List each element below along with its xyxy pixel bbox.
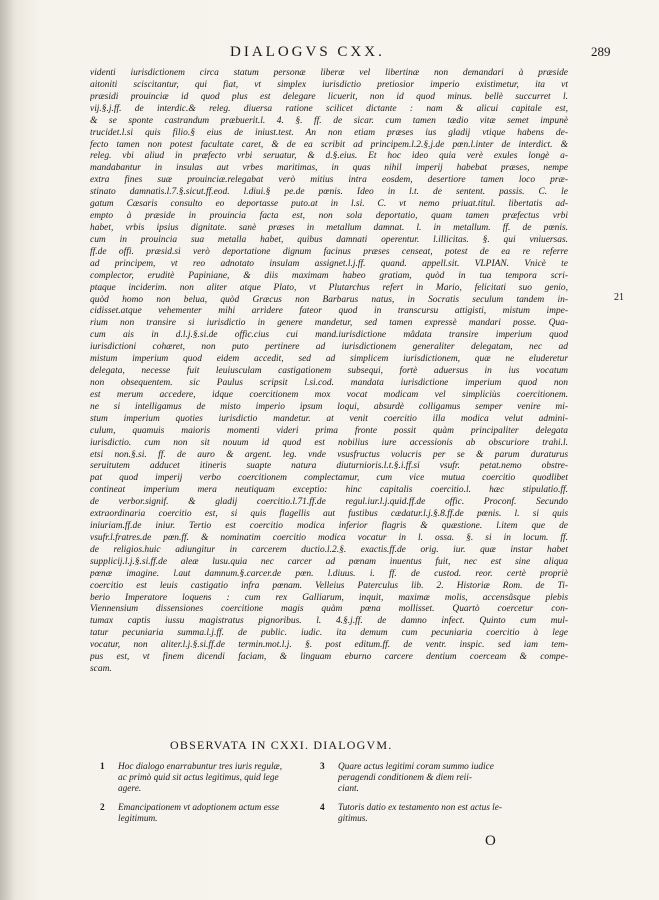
gutter-shadow: [0, 0, 14, 900]
running-head: DIALOGVS CXX.: [230, 44, 385, 60]
text-line: supplicij.l.j.§.si.ff.de aleæ lusu.quia nec carcer ad pœnam inuentus fuit, nec est sine aliqua: [90, 556, 568, 567]
text-line: Viennensium dissensiones coercitione magis quàm pœna mollisset. Quartò coercetur con-: [90, 604, 568, 615]
text-line: est merum accedere, idque coercitionem mox vocat modicam vel simpliciùs coercitionem.: [90, 389, 568, 400]
text-line: gatum Cæsaris consulto eo deportasse puto.at in l.si. C. vt nemo priuat.titul. libertatis ad-: [90, 199, 568, 210]
text-line: extraordinaria coercitio est, si quis flagellis aut fustibus cædatur.l.j.§.8.ff.de pœnis. l. si quis: [90, 509, 568, 520]
text-line: pat quod imperij verbo coercitionem complectamur, cum vice mutua coercitio quodlibet: [90, 473, 568, 484]
text-line: contineat imperium mera neutiquam exceptio: hinc capitalis coercitio.l. hæc stipulatio.ff.: [90, 485, 568, 496]
text-line: stum imperium quoties iurisdictio mandetur. at venit coercitio illa modica velut admini-: [90, 413, 568, 424]
text-line: ptaque inciderim. non aliter atque Plato, vt Plutarchus refert in Mario, felicitati suo genio,: [90, 282, 568, 293]
text-line: vij.§.j.ff. de interdic.& releg. diuersa ratione scilicet dictante : nam & alicui capitale est,: [90, 103, 568, 114]
text-line: ff.de offi. præsid.si verò deportatione dignum facinus præses censeat, potest de ea re referre: [90, 246, 568, 257]
text-line: mandabantur in insulas aut vrbes maritimas, in quas nihil imperij habebat præses, nempe: [90, 163, 568, 174]
margin-note: 21: [614, 292, 624, 303]
text-line: iurisdictio. cum non sit nouum id quod est nobilius iure accessionis ab obscuriore trahi.l.: [90, 437, 568, 448]
text-line: releg. vbi aliud in præfecto vrbi seruatur, & d.§.eius. Et hoc ideo quia verè exules longè a-: [90, 151, 568, 162]
section-title: OBSERVATA IN CXXI. DIALOGVM.: [170, 738, 393, 752]
text-line: aitoniti sciscitantur, qui fiat, vt simplex iurisdictio pretiosior imperio existimetur, ita vt: [90, 79, 568, 90]
page-number: 289: [591, 44, 611, 59]
text-line: de religios.huic adiungitur in carcerem ductio.l.2.§. exactis.ff.de orig. iur. quæ instar habet: [90, 544, 568, 555]
text-line: pœnæ imagine. l.aut damnum.§.carcer.de pœn. l.diuus. i. ff. de custod. reor. certè propriè: [90, 568, 568, 579]
text-line: extra fines suæ prouinciæ.relegabat verò mitius intra eosdem, desertiore tamen loco præ-: [90, 175, 568, 186]
text-line: mistum imperium quod eidem accedit, sed ad simplicem iurisdictionem, quæ ne eluderetur: [90, 354, 568, 365]
text-line: habet, vrbis ipsius dignitate. sanè præses in metallum damnat. l. in metallum. ff. de pœnis.: [90, 222, 568, 233]
text-line: pus est, vt finem dicendi faciam, & linguam eburno carcere dentium coerceam & compe-: [90, 652, 568, 663]
observation-text: Emancipationem vt adoptionem actum esse legitimum.: [118, 803, 280, 825]
text-line: delegata, necesse fuit leuiusculam castigationem subsequi, fortè aduersus in ius vocatum: [90, 366, 568, 377]
text-line: cum in prouincia sua metalla habet, quibus damnati operentur. l.illicitas. §. qui vniuersas.: [90, 234, 568, 245]
text-line: coercitio est leuis castigatio infra pœnam. Velleius Paterculus lib. 2. Historiæ Rom. de Ti-: [90, 580, 568, 591]
text-line: berio Imperatore loquens : cum rex Galliarum, inquit, maximæ molis, accensâsque plebis: [90, 592, 568, 603]
text-line: tumax captis iussu magistratus pignoribus. l. 4.§.j.ff. de damno infect. Quinto cum mul-: [90, 616, 568, 627]
text-line: seruitutem adducet itineris suapte natura diuturnioris.l.t.§.i.ff.si vsufr. petat.nemo obstre-: [90, 461, 568, 472]
text-line: quòd homo non belua, quòd Græcus non Barbarus natus, in Socratis seculum tandem in-: [90, 294, 568, 305]
text-line: de verbor.signif. & gladij coercitio.l.71.ff.de regul.iur.l.j.quid.ff.de offic. Proconf. Secundo: [90, 497, 568, 508]
text-line: scam.: [90, 664, 112, 675]
catchword: O: [485, 833, 496, 849]
text-line: vsufr.l.fratres.de pœn.ff. & nominatim coercitio modica vocatur in l. ossa. §. si in locum. ff.: [90, 532, 568, 543]
text-line: stinato damnatis.l.7.§.sicut.ff.eod. l.diui.§ pe.de pœnis. Ideo in l.t. de sentent. passis. C. le: [90, 187, 568, 198]
observation-item: [320, 803, 525, 825]
observation-item: [100, 762, 305, 796]
text-line: fecto tamen non potest facultate caret, & de ea scribit ad principem.l.2.§.j.de pœn.l.inter de interdict. &: [90, 139, 568, 150]
dialogue-text-block: [90, 68, 568, 676]
text-line: cum ais in d.l.j.§.si.de offic.cius cui mand.iurisdictione mâdata transire imperium quod: [90, 330, 568, 341]
text-line: vocatur, non aliter.l.j.§.si.ff.de termin.mot.l.j. §. post editum.ff. de ventr. inspic. sed iam tem-: [90, 640, 568, 651]
text-line: etsi non.§.si. ff. de auro & argent. leg. vnde vsusfructus volucris per se & parum duraturus: [90, 449, 568, 460]
text-line: complector, eruditè Papiniane, & diis maximam habeo gratiam, quòd in tua tempora scri-: [90, 270, 568, 281]
observation-number: 1: [100, 762, 105, 772]
text-line: tatur pecuniaria summa.l.j.ff. de public. iudic. ita demum cum pecuniaria coercitio à lege: [90, 628, 568, 639]
text-line: videnti iurisdictionem circa statum personæ liberæ vel libertinæ non demandari à præside: [90, 68, 568, 78]
text-line: & se sponte castrandum præbuerit.l. 4. §. ff. de sicar. cum tamen tædio vitæ semet impunè: [90, 115, 568, 126]
observation-item: [320, 762, 525, 796]
text-line: ne si intelligamus de misto imperio ipsum loqui, absurdè colligamus semper venire mi-: [90, 401, 568, 412]
observation-text: Tutoris datio ex testamento non est actus le- gitimus.: [338, 803, 502, 825]
observation-item: [100, 803, 305, 825]
text-line: cidisset.atque vehementer mihi arridere fateor quod in transcursu attigisti, mistum impe-: [90, 306, 568, 317]
text-line: culum, quamuis maioris momenti videri prima fronte possit quàm principaliter delegata: [90, 425, 568, 436]
text-line: iniuriam.ff.de iniur. Tertio est coercitio modica inferior flagris & quæstione. l.item que de: [90, 521, 568, 532]
text-line: non obsequentem. sic Paulus scripsit l.si.cod. mandata iurisdictione imperium quod non: [90, 377, 568, 388]
text-line: ad principem, vt reo adnotato insulam assignet.l.j.ff. quand. appell.sit. VLPIAN. Vnicè te: [90, 258, 568, 269]
observation-number: 3: [320, 762, 325, 772]
text-line: præsidi prouinciæ id quod plus est delegare licuerit, non id quod minus. bellè succurret l.: [90, 91, 568, 102]
text-line: trucidet.l.si quis filio.§ eius de iniust.test. An non etiam præses ius gladij vtique habens de-: [90, 127, 568, 138]
text-line: rium non transire si iurisdictio in genere mandetur, sed tamen expressè mandari posse. Qua-: [90, 318, 568, 329]
text-line: empto à præside in prouincia facta est, non sola deportatio, quam tamen præfectus vrbi: [90, 211, 568, 222]
observation-number: 2: [100, 803, 105, 813]
observation-text: Quare actus legitimi coram summo iudice peragendi conditionem & diem reii- ciant.: [338, 762, 494, 795]
observation-number: 4: [320, 803, 325, 813]
observation-text: Hoc dialogo enarrabuntur tres iuris regulæ, ac primò quid sit actus legitimus, quid lege agere.: [118, 762, 283, 795]
text-line: iurisdictioni cohæret, non puto pertinere ad iurisdictionem generaliter delegatam, nec ad: [90, 342, 568, 353]
